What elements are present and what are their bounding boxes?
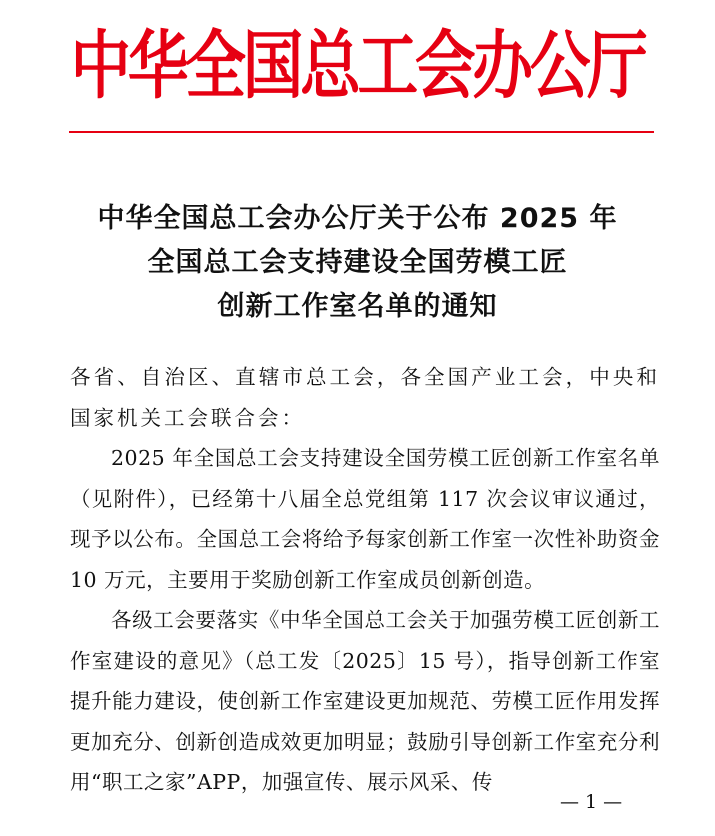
- title-line-2: 全国总工会支持建设全国劳模工匠: [147, 247, 568, 278]
- salutation: 各省、自治区、直辖市总工会，各全国产业工会，中央和国家机关工会联合会：: [70, 365, 660, 430]
- title-line-3: 创新工作室名单的通知: [217, 291, 498, 322]
- issuing-authority-header: 中华全国总工会办公厅: [70, 23, 645, 109]
- paragraph-2: 各级工会要落实《中华全国总工会关于加强劳模工匠创新工作室建设的意见》（总工发〔2025〕15 号），指导创新工作室提升能力建设，使创新工作室建设更加规范、劳模工匠作用发挥更加充分、创新创造成效更加明显；鼓励引导创新工作室充分利用“职工之家”APP，加强宣传、展示风采、传: [70, 608, 660, 794]
- document-body: [70, 357, 660, 803]
- page-number: — 1 —: [560, 791, 623, 813]
- title-line-1: 中华全国总工会办公厅关于公布 2025 年: [97, 203, 618, 234]
- document-title: [0, 197, 715, 329]
- paragraph-1: 2025 年全国总工会支持建设全国劳模工匠创新工作室名单（见附件），已经第十八届全总党组第 117 次会议审议通过，现予以公布。全国总工会将给予每家创新工作室一次性补助资金 10 万元，主要用于奖励创新工作室成员创新创造。: [70, 446, 660, 592]
- header-divider: [69, 131, 654, 133]
